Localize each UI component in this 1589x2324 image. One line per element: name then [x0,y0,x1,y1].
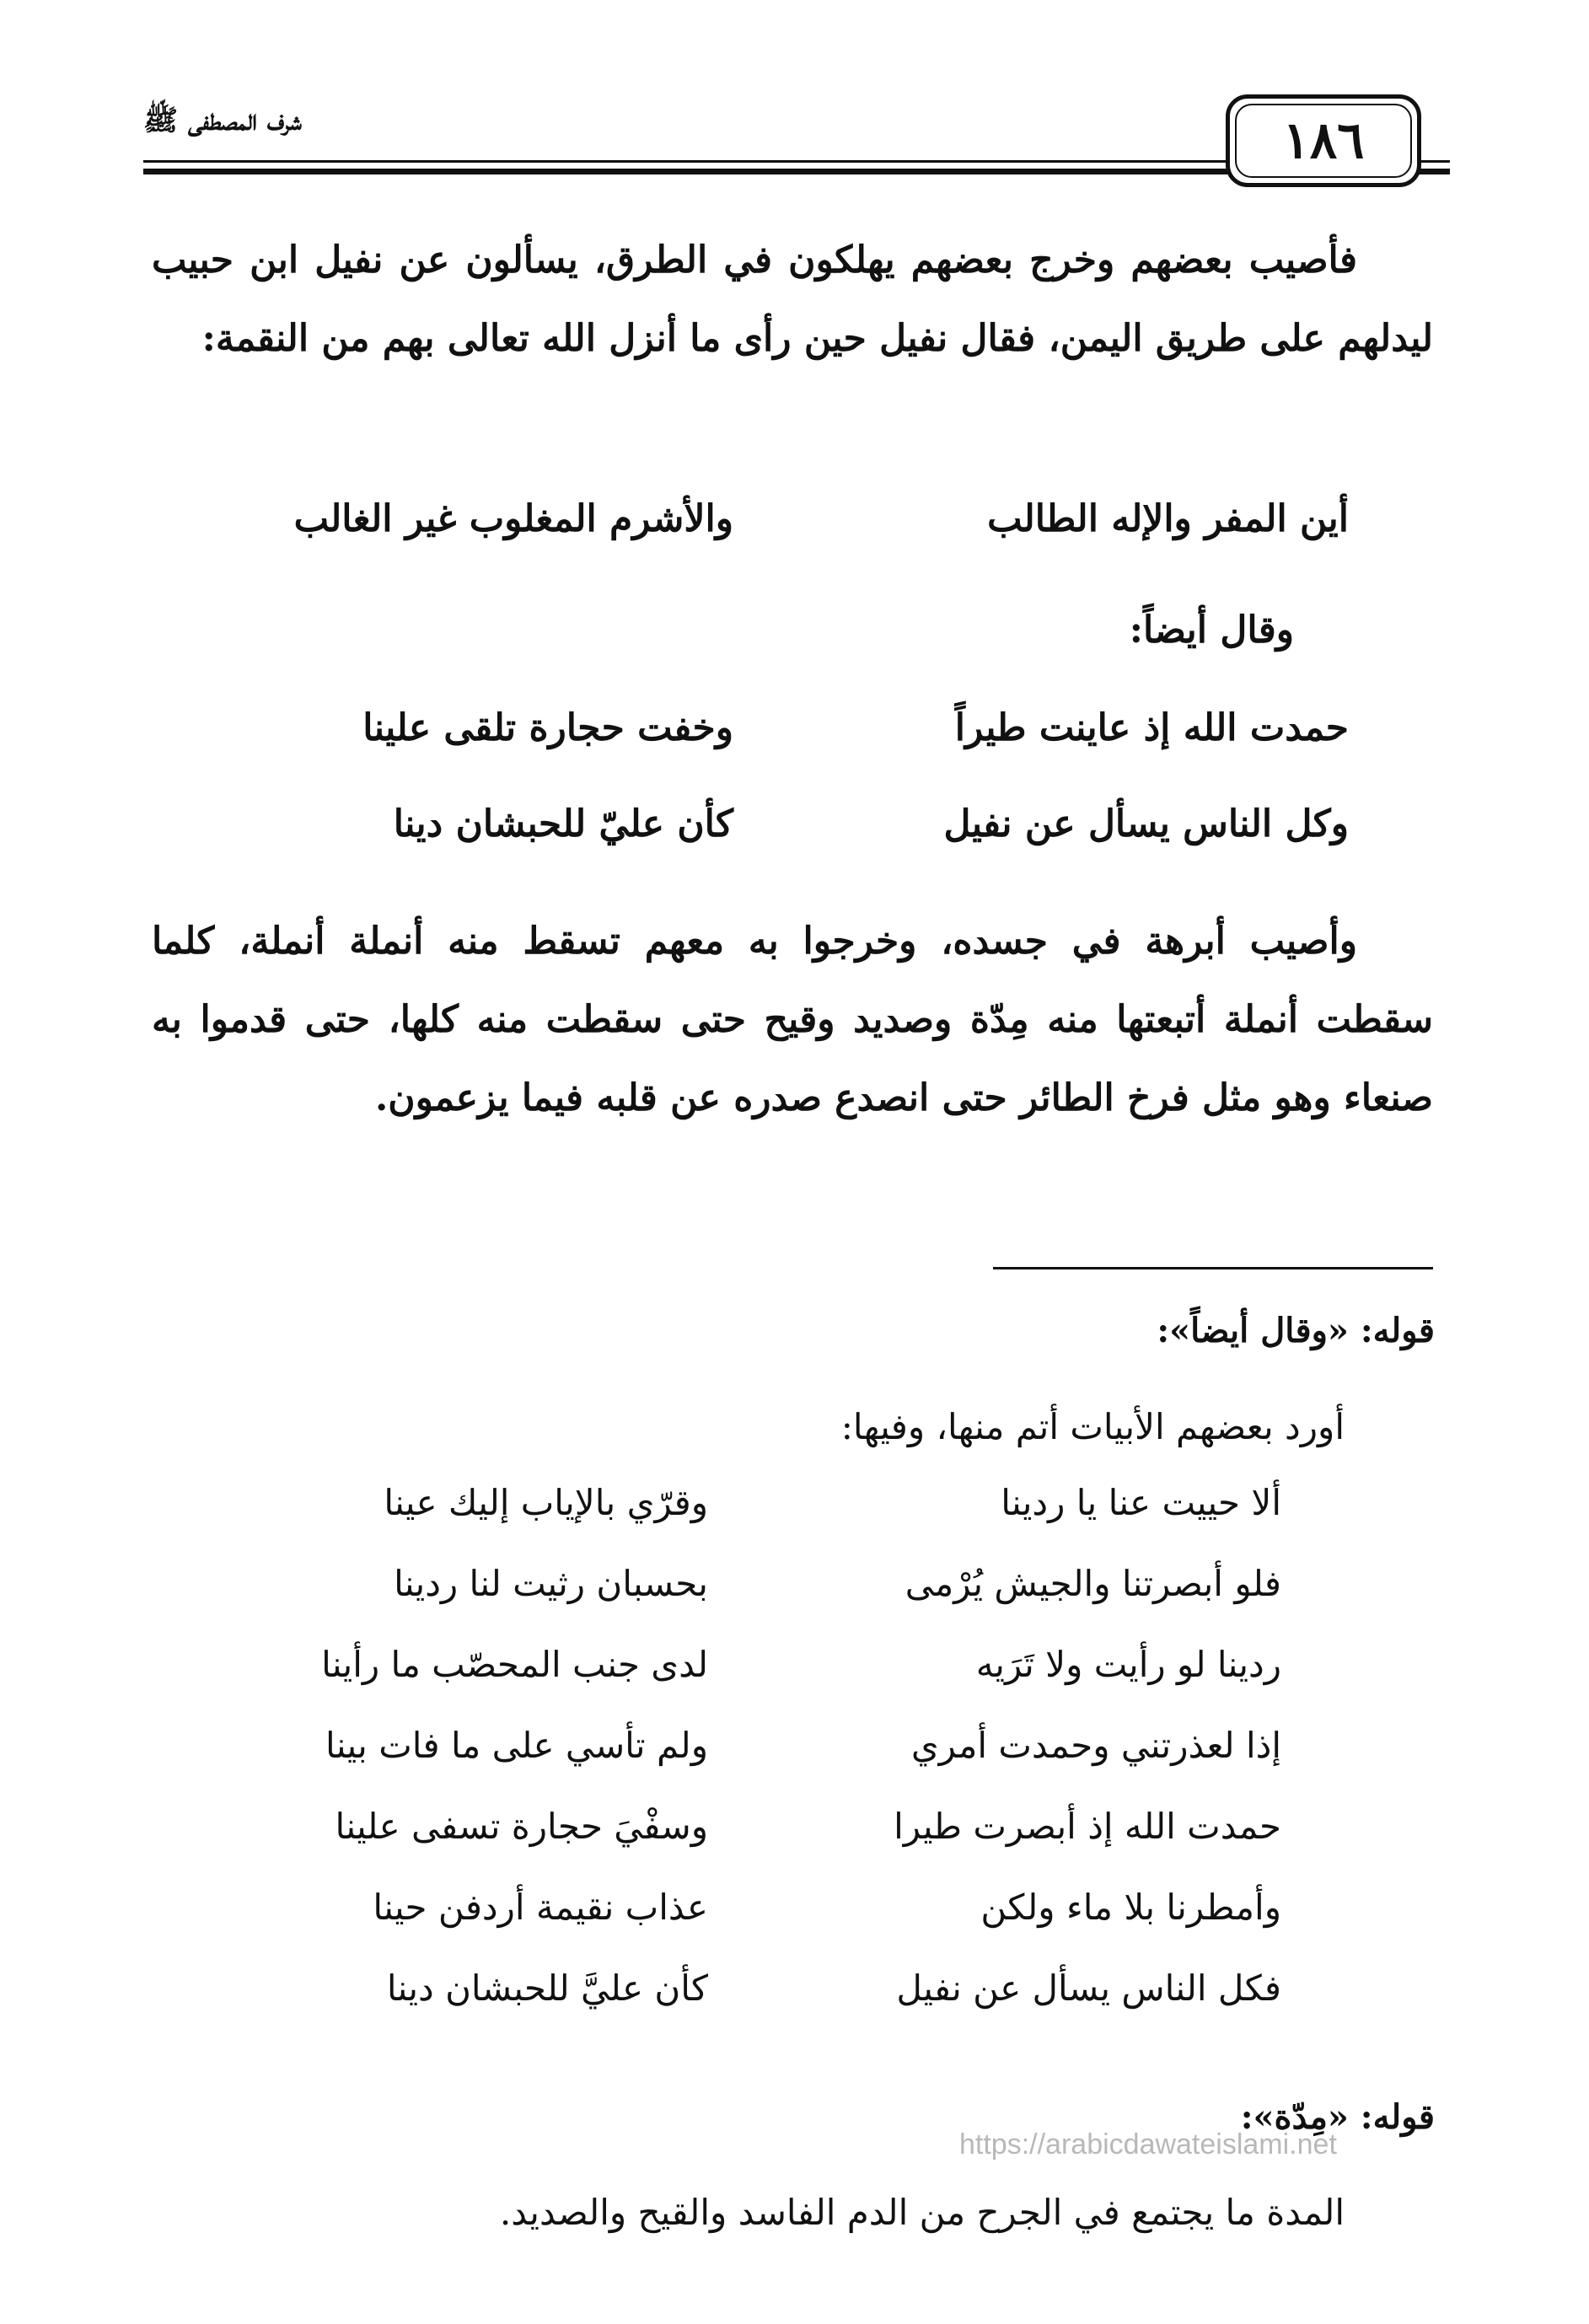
verse-hemistich-first: وكل الناس يسأل عن نفيل [943,802,1349,845]
verse-hemistich-first: ألا حييت عنا يا ردينا [1001,1482,1281,1523]
verse-hemistich-second: كأن عليَّ للحبشان دينا [386,1967,708,2009]
verse-line-1 [194,497,1408,573]
verse-line-3 [194,802,1408,878]
verse-hemistich-first: فكل الناس يسأل عن نفيل [896,1967,1281,2009]
paragraph-1: فأصيب بعضهم وخرج بعضهم يهلكون في الطرق، يسألون عن نفيل ابن حبيب ليدلهم على طريق اليمن، فقال نفيل حين رأى ما أنزل الله تعالى بهم من النقمة: [152,239,1433,360]
verse-hemistich-second: وقرّي بالإياب إليك عينا [384,1482,708,1523]
verse-line-2 [194,706,1408,782]
verse-hemistich-first: ردينا لو رأيت ولا تَرَيه [975,1644,1281,1685]
footnote-separator [993,1267,1433,1269]
note-definition: المدة ما يجتمع في الجرح من الدم الفاسد والقيح والصديد. [499,2192,1345,2233]
page-number: ١٨٦ [1235,104,1412,178]
note-verse-line [194,1725,1408,1792]
verse-hemistich-first: حمدت الله إذ عاينت طيراً [954,706,1349,749]
verse-hemistich-second: وسفْيَ حجارة تسفى علينا [335,1806,708,1847]
paragraph-2: وأصيب أبرهة في جسده، وخرجوا به معهم تسقط منه أنملة أنملة، كلما سقطت أنملة أتبعتها منه مِدّة وصديد وقيح حتى سقطت منه كلها، حتى قدموا به صنعاء وهو مثل فرخ الطائر حتى انصدع صدره عن قلبه فيما يزعمون. [152,920,1433,1119]
note-verse-line [194,1482,1408,1549]
verse-hemistich-first: إذا لعذرتني وحمدت أمري [910,1725,1281,1766]
note-verse-line [194,1806,1408,1873]
watermark-url: https://arabicdawateislami.net [959,2128,1337,2160]
verse-hemistich-second: كأن عليّ للحبشان دينا [393,802,733,845]
said-also-label: وقال أيضاً: [1129,609,1294,652]
running-title: شرف المصطفى ﷺ [143,103,310,144]
note-heading-said-also: قوله: «وقال أيضاً»: [1157,1311,1435,1350]
verse-hemistich-first: حمدت الله إذ أبصرت طيرا [894,1806,1281,1847]
verse-hemistich-second: وخفت حجارة تلقى علينا [362,706,733,749]
page-number-frame [1226,94,1421,187]
verse-hemistich-second: ولم تأسي على ما فات بينا [325,1725,708,1766]
note-intro: أورد بعضهم الأبيات أتم منها، وفيها: [840,1406,1345,1447]
verse-hemistich-first: وأمطرنا بلا ماء ولكن [980,1887,1281,1928]
verse-hemistich-second: والأشرم المغلوب غير الغالب [293,497,733,540]
note-verse-line [194,1563,1408,1630]
page-header [143,91,1450,184]
verse-hemistich-first: أين المفر والإله الطالب [987,497,1349,540]
verse-hemistich-second: لدى جنب المحصّب ما رأينا [321,1644,708,1685]
verse-hemistich-first: فلو أبصرتنا والجيش يُرْمى [905,1563,1281,1604]
verse-hemistich-second: بحسبان رثيت لنا ردينا [394,1563,708,1604]
note-verse-line [194,1644,1408,1711]
note-verse-line [194,1967,1408,2035]
note-verse-line [194,1887,1408,1954]
note-heading-midda: قوله: «مِدّة»: [1240,2097,1435,2137]
verse-hemistich-second: عذاب نقيمة أردفن حينا [373,1887,708,1928]
